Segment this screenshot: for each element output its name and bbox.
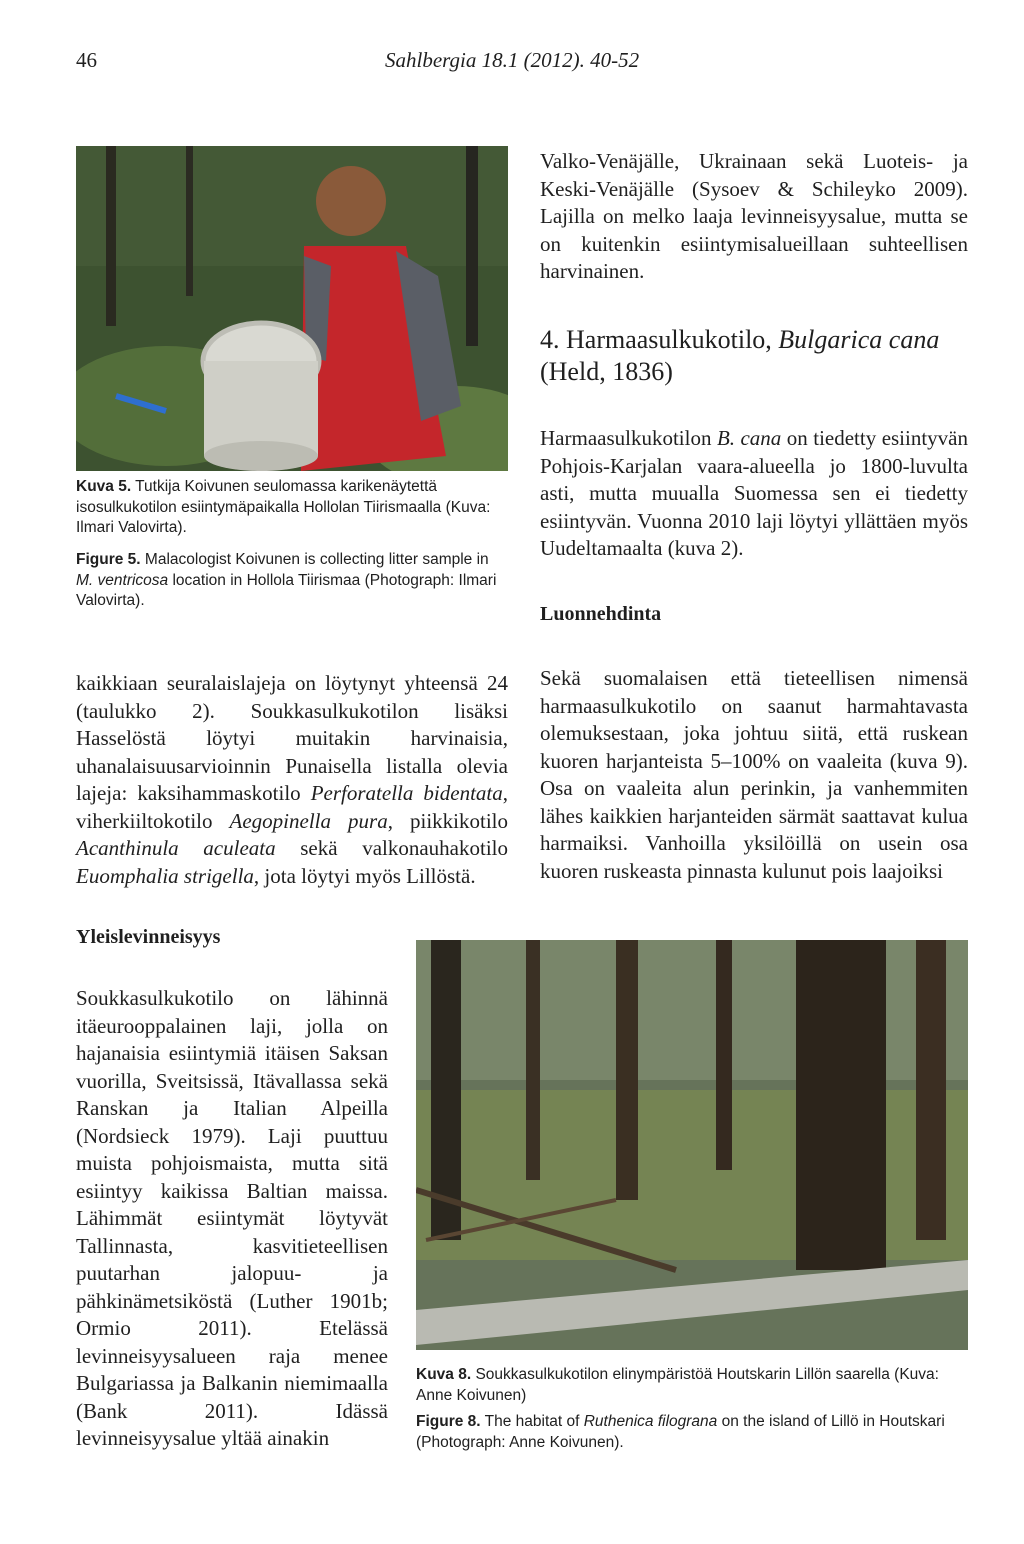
left-para-1-e: , jota löytyi myös Lillöstä. — [253, 863, 476, 888]
page-number: 46 — [76, 48, 97, 72]
heading-luonnehdinta: Luonnehdinta — [540, 603, 662, 625]
species-heading-plain: 4. Harmaasulkukotilo, — [540, 325, 779, 354]
species-heading — [540, 324, 968, 388]
figure5-caption-fi — [76, 477, 508, 539]
photo-forest-habitat-illustration — [416, 940, 968, 1350]
right-para-2-a: Harmaasulkukotilon — [540, 426, 717, 450]
right-para-3: Sekä suomalaisen että tieteellisen nimensä harmaasulkukotilo on saanut harmahtavasta olemuksestaan, joka johtuu siitä, että ruskean kuoren harjanteista 5–100% on vaaleita (kuva 9). Osa on vaaleita alun perinkin, ja vanhemmiten lähes kaikkien harjanteiden särmät saattavat kulua harmaiksi. Vanhoilla yksilöillä on usein osa kuoren ruskeasta pinnasta kulunut pois laajoiksi — [540, 666, 968, 883]
species-acanthinula: Acanthinula aculeata — [76, 836, 276, 860]
photo-researcher-sieving-illustration — [76, 146, 508, 471]
right-para-1: Valko-Venäjälle, Ukrainaan sekä Luoteis- ja Keski-Venäjälle (Sysoev & Schileyko 2009). Lajilla on melko laaja levinneisyysalue, mutta se on kuitenkin esiintymisalueillaan suhteellisen harvinainen. — [540, 149, 968, 283]
figure8-caption-en-text-b: on the island of Lillö in Houtskari (Photograph: Anne Koivunen). — [416, 1413, 945, 1451]
species-euomphalia: Euomphalia strigella — [76, 863, 254, 888]
figure8-caption-fi-lead: Kuva 8. — [416, 1366, 472, 1383]
figure8-caption-en-italic: Ruthenica filograna — [583, 1413, 718, 1430]
right-para-2-italic: B. cana — [716, 426, 782, 450]
right-para-2-b: on tiedetty esiintyvän Pohjois-Karjalan vaara-alueella jo 1800-luvulta asti, mutta muualla Suomessa sen ei tiedetty esiintyvän. Vuonna 2010 laji löytyi yllättäen myös Uudeltamaalta (kuva 2). — [540, 426, 969, 560]
left-para-1-c: , piikkikotilo — [387, 808, 508, 833]
figure8-caption-en-lead: Figure 8. — [416, 1413, 481, 1430]
figure8-caption-fi-text: Soukkasulkukotilon elinympäristöä Houtskarin Lillön saarella (Kuva: Anne Koivunen) — [416, 1366, 939, 1404]
species-aegopinella: Aegopinella pura — [229, 808, 388, 833]
figure5-caption-fi-text: Tutkija Koivunen seulomassa karikenäytettä isosulkukotilon esiintymäpaikalla Hollolan Tiirismaalla (Kuva: Ilmari Valovirta). — [76, 478, 491, 536]
right-para-2 — [540, 425, 968, 563]
species-heading-italic: Bulgarica cana — [778, 325, 940, 354]
figure8-caption-en-text-a: The habitat of — [480, 1413, 584, 1430]
figure8-caption-fi — [416, 1365, 968, 1406]
figure5-caption-en-text-b: location in Hollola Tiirismaa (Photograph: Ilmari Valovirta). — [76, 571, 497, 609]
left-para-1-d: sekä valkonauhakotilo — [275, 836, 508, 860]
species-perforatella: Perforatella bidentata — [310, 781, 503, 805]
journal-reference: Sahlbergia 18.1 (2012). 40-52 — [385, 48, 640, 72]
photo-forest-habitat — [416, 940, 968, 1350]
species-heading-author: (Held, 1836) — [540, 357, 673, 386]
figure5-caption-en-text-a: Malacologist Koivunen is collecting litter sample in — [140, 551, 489, 568]
figure5-caption-fi-lead: Kuva 5. — [76, 478, 132, 495]
left-para-1-a: kaikkiaan seuralaislajeja on löytynyt yhteensä 24 (taulukko 2). Soukkasulkukotilon lisäksi Hasselöstä löytyi muitakin harvinaisia, uhanalaisuusarvioinnin Punaisella listalla olevia lajeja: kaksihammaskotilo — [76, 671, 508, 805]
figure5-caption-en — [76, 550, 508, 612]
figure5-caption-en-italic: M. ventricosa — [76, 571, 169, 589]
heading-yleislevinneisyys: Yleislevinneisyys — [76, 926, 221, 948]
figure8-caption-en — [416, 1412, 968, 1453]
figure5-caption-en-lead: Figure 5. — [76, 551, 141, 568]
left-para-1 — [76, 670, 508, 890]
photo-researcher-sieving — [76, 146, 508, 471]
left-para-2: Soukkasulkukotilo on lähinnä itäeurooppalainen laji, jolla on hajanaisia esiintymiä itäisen Saksan vuorilla, Sveitsissä, Itävallassa sekä Ranskan ja Italian Alpeilla (Nordsieck 1979). Laji puuttuu muista pohjoismaista, mutta sitä esiintyy kaikissa Baltian maissa. Lähimmät esiintymät löytyvät Tallinnasta, kasvitieteellisen puutarhan jalopuu- ja pähkinämetsiköstä (Luther 1901b; Ormio 2011). Etelässä levinneisyysalueen raja menee Bulgariassa ja Balkanin niemimaalla (Bank 2011). Idässä levinneisyysalue yltää ainakin — [76, 986, 388, 1450]
left-para-1-b: , viherkiiltokotilo — [76, 781, 508, 833]
